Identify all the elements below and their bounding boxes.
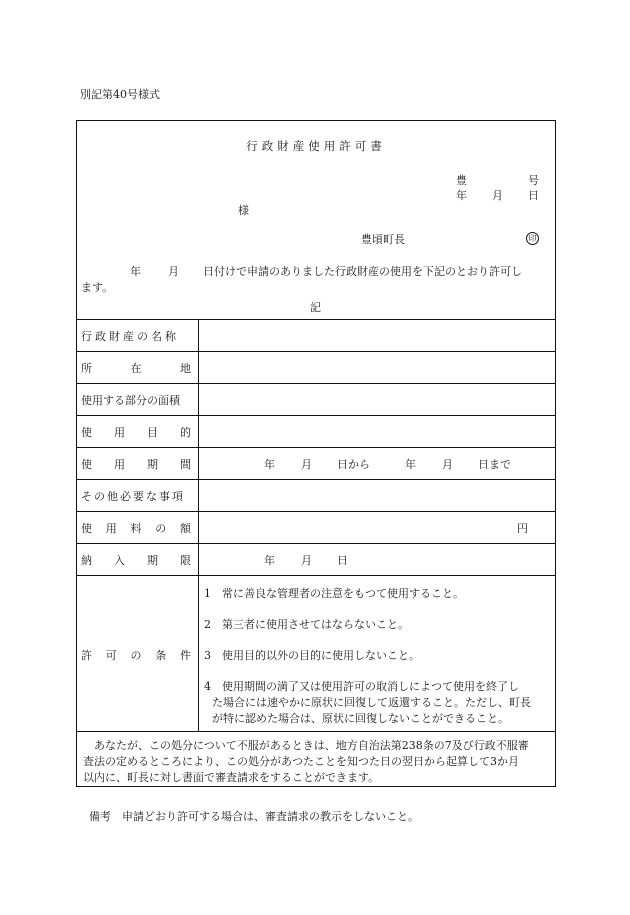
date-day: 日 (528, 189, 539, 202)
seal-mark: 印 (526, 232, 539, 245)
condition-4-line3: が特に認めた場合は、原状に回復しないことができること。 (212, 712, 509, 725)
deadline-day: 日 (337, 554, 348, 567)
notice-line2: 査法の定めるところにより、この処分があつたことを知つた日の翌日から起算して3か月 (83, 755, 519, 768)
number-prefix: 豊 (456, 174, 467, 187)
label-location: 所 在 地 (81, 362, 191, 375)
permit-form (76, 120, 556, 787)
date-year: 年 (456, 189, 467, 202)
recipient-suffix: 様 (238, 204, 249, 217)
period-from-day: 日から (337, 458, 370, 471)
notice-line3: 以内に、町長に対し書面で審査請求をすることができます。 (83, 771, 380, 784)
label-property-name: 行政財産の名称 (81, 330, 179, 343)
fee-unit: 円 (517, 522, 528, 535)
issuer: 豊頃町長 (361, 233, 405, 246)
number-suffix: 号 (528, 174, 539, 187)
remarks-note: 備考 申請どおり許可する場合は、審査請求の教示をしないこと。 (89, 810, 419, 823)
deadline-year: 年 (264, 554, 275, 567)
period-to-year: 年 (405, 458, 416, 471)
period-from-year: 年 (264, 458, 275, 471)
statement-line1: 日付けで申請のありました行政財産の使用を下記のとおり許可し (203, 265, 522, 278)
notice-line1: あなたが、この処分について不服があるときは、地方自治法第238条の7及び行政不服審 (94, 739, 529, 752)
condition-2: 2 第三者に使用させてはならないこと。 (204, 618, 409, 631)
label-purpose: 使 用 目 的 (81, 426, 191, 439)
condition-4-line2: た場合には速やかに原状に回復して返還すること。ただし、町長 (212, 696, 531, 709)
period-from-month: 月 (301, 458, 312, 471)
date-month: 月 (492, 189, 503, 202)
condition-1: 1 常に善良な管理者の注意をもつて使用すること。 (204, 587, 464, 600)
condition-4-line1: 4 使用期間の満了又は使用許可の取消しによつて使用を終了し (204, 680, 519, 693)
statement-month: 月 (168, 265, 179, 278)
label-conditions: 許 可 の 条 件 (81, 649, 191, 662)
appeal-notice (83, 738, 549, 786)
label-fee: 使 用 料 の 額 (81, 522, 191, 535)
period-to-month: 月 (442, 458, 453, 471)
label-area: 使用する部分の面積 (81, 394, 180, 407)
period-to-day: 日まで (478, 458, 511, 471)
deadline-month: 月 (301, 554, 312, 567)
label-period: 使 用 期 間 (81, 458, 191, 471)
document-title: 行政財産使用許可書 (246, 139, 386, 153)
label-other: その他必要な事項 (81, 490, 185, 503)
label-deadline: 納 入 期 限 (81, 554, 191, 567)
statement-year: 年 (130, 265, 141, 278)
form-label: 別記第40号様式 (80, 88, 160, 101)
statement-line2: ます。 (81, 281, 114, 294)
condition-3: 3 使用目的以外の目的に使用しないこと。 (204, 649, 420, 662)
ki-label: 記 (310, 301, 321, 314)
